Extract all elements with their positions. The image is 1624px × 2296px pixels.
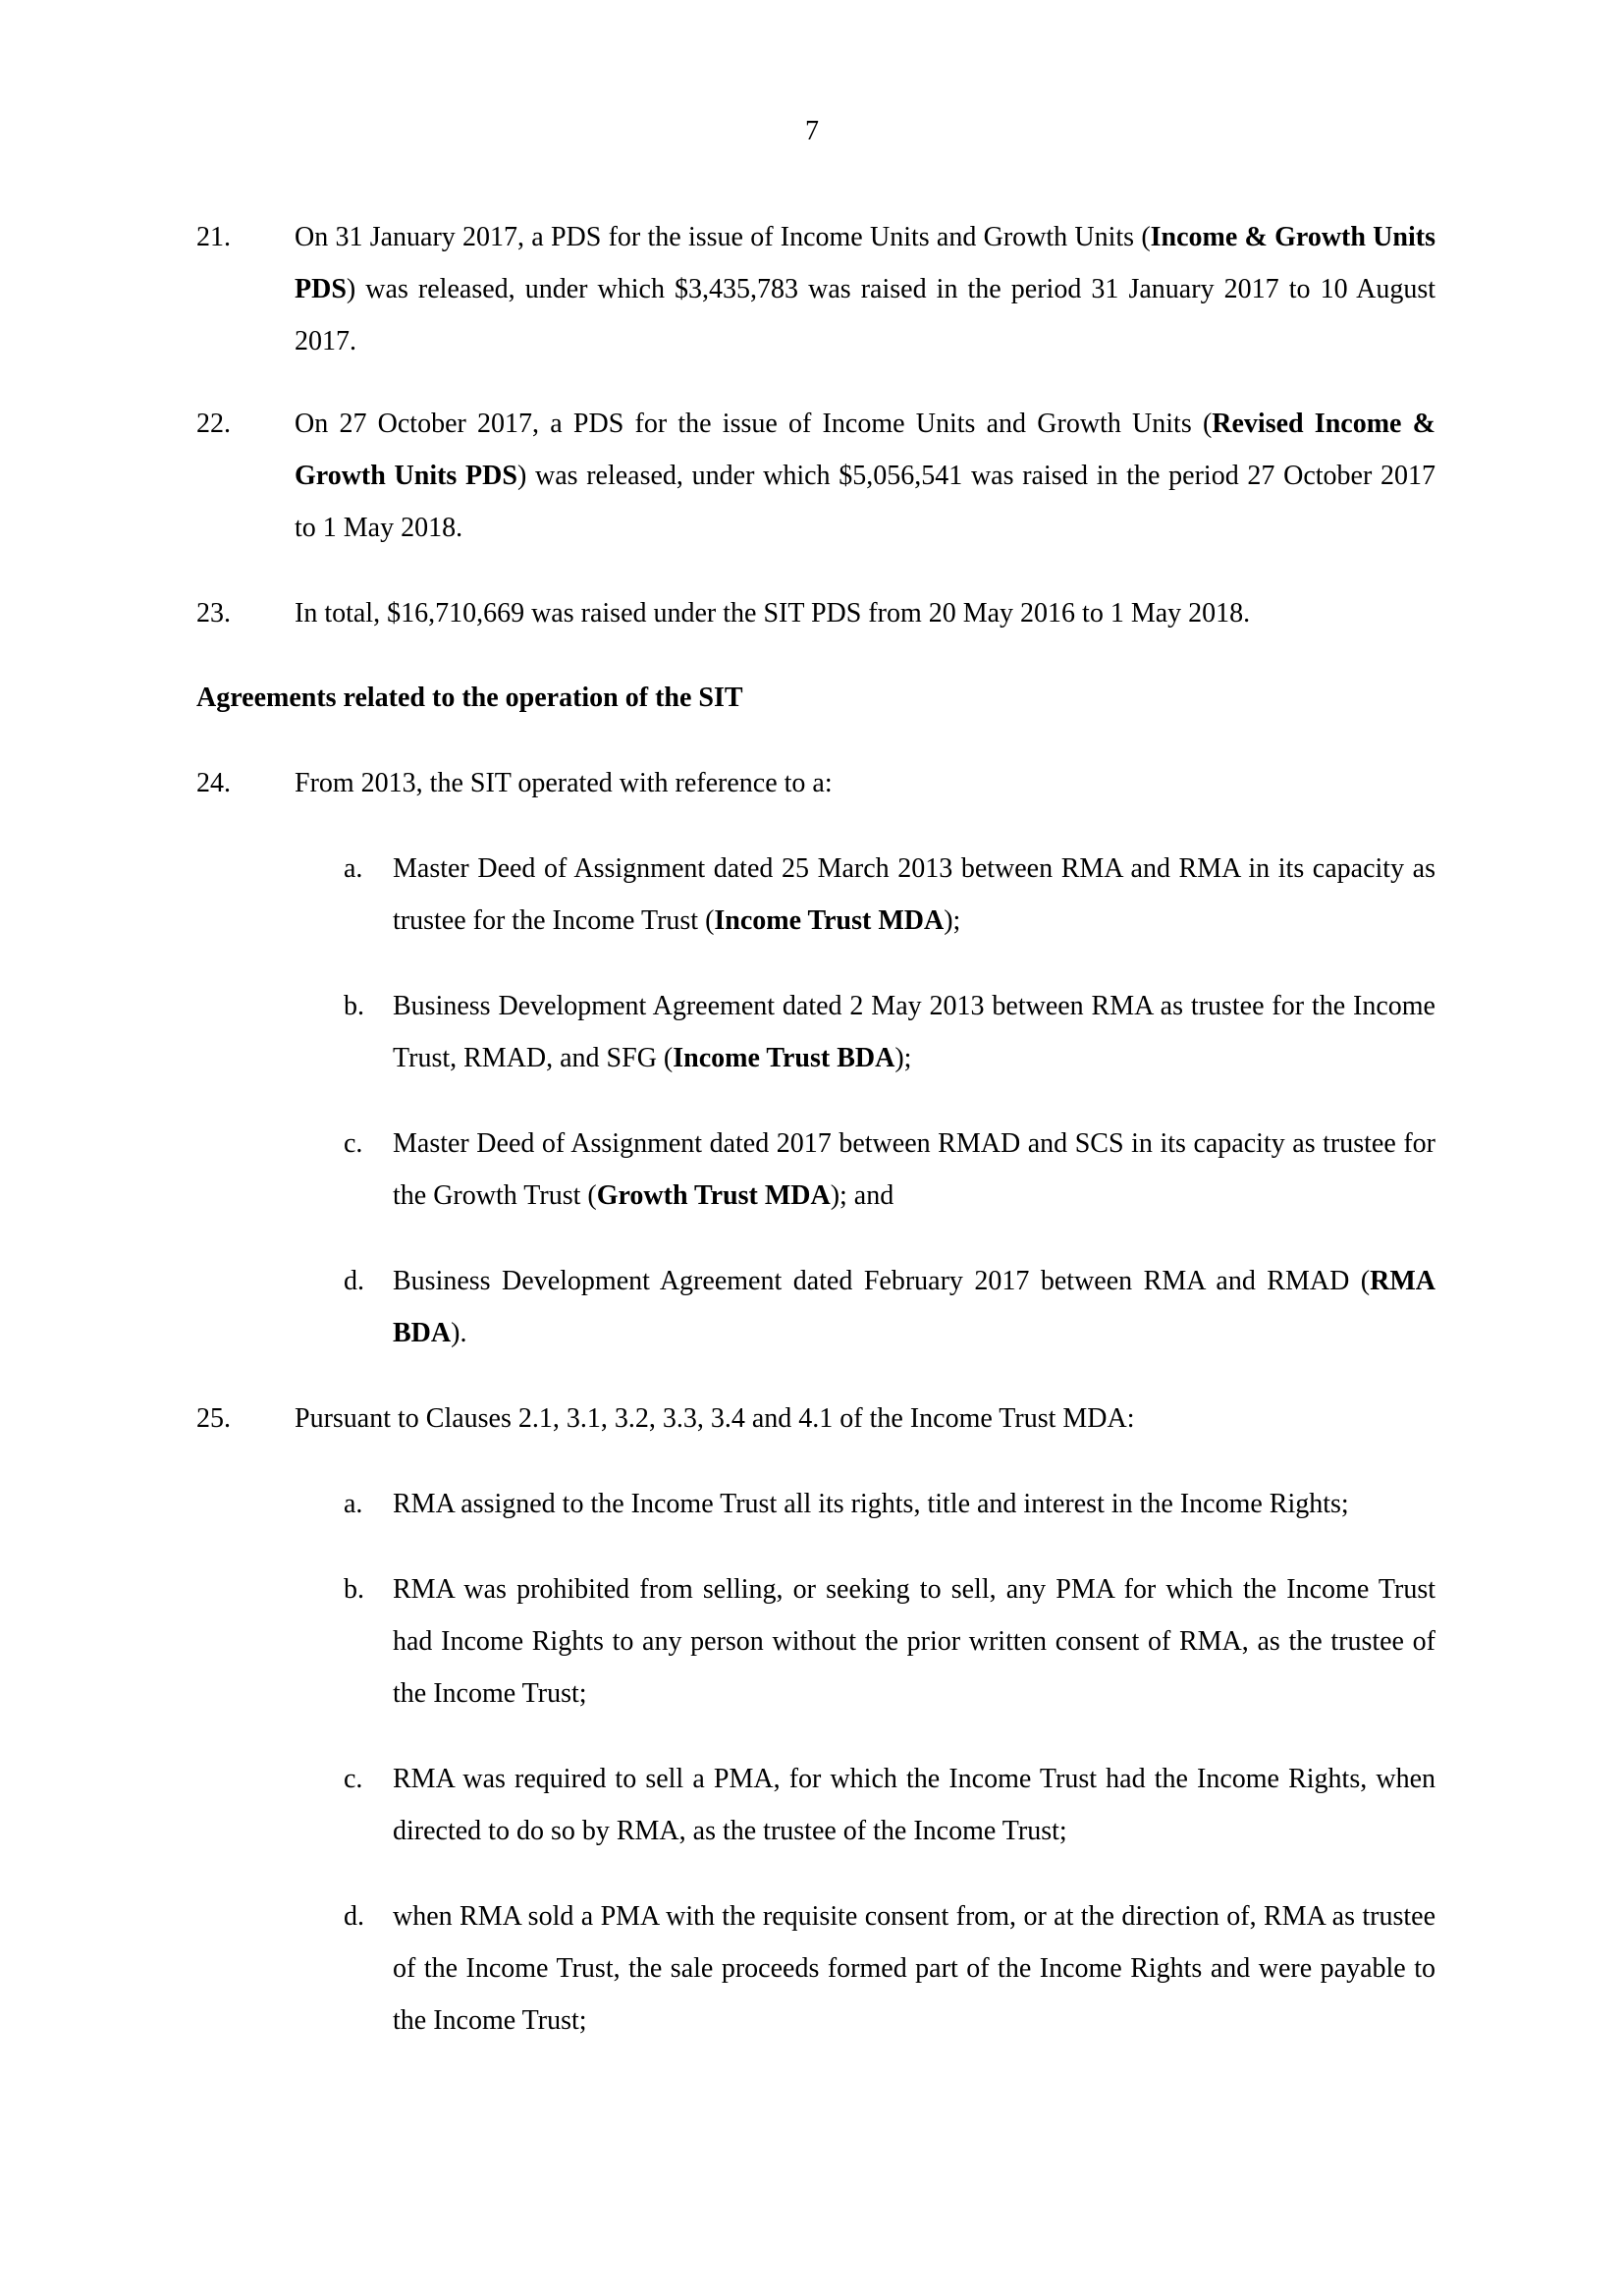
subparagraph-25c [344, 1753, 1435, 1857]
subparagraph-letter: b. [344, 991, 364, 1021]
subparagraph-24a [344, 843, 1435, 947]
section-heading: Agreements related to the operation of the SIT [196, 683, 743, 713]
defined-term: Income Trust MDA [714, 905, 945, 936]
text-run: ); and [830, 1180, 894, 1211]
paragraph-number: 22. [196, 409, 231, 439]
subparagraph-letter: d. [344, 1266, 364, 1296]
defined-term: Growth Trust MDA [596, 1180, 831, 1211]
subparagraph-24c [344, 1118, 1435, 1222]
paragraph-22 [196, 398, 1435, 554]
subparagraph-letter: d. [344, 1901, 364, 1932]
subparagraph-text [393, 843, 1435, 947]
paragraph-text: From 2013, the SIT operated with reference to a: [295, 768, 833, 798]
paragraph-24 [196, 757, 1435, 809]
paragraph-number: 23. [196, 598, 231, 629]
text-run: On 31 January 2017, a PDS for the issue of Income Units and Growth Units ( [295, 222, 1151, 252]
paragraph-number: 21. [196, 222, 231, 252]
text-run: ) was released, under which $3,435,783 was raised in the period 31 January 2017 to 10 August 2017. [295, 274, 1435, 356]
text-run: ). [451, 1318, 467, 1348]
text-run: Business Development Agreement dated 2 May 2013 between RMA as trustee for the Income Trust, RMAD, and SFG ( [393, 991, 1435, 1073]
paragraph-text [295, 211, 1435, 367]
paragraph-number: 24. [196, 768, 231, 798]
subparagraph-25a [344, 1478, 1435, 1530]
page-number: 7 [805, 116, 819, 146]
subparagraph-letter: b. [344, 1574, 364, 1605]
subparagraph-25b [344, 1563, 1435, 1720]
subparagraph-text: when RMA sold a PMA with the requisite consent from, or at the direction of, RMA as trustee of the Income Trust, the sale proceeds formed part of the Income Rights and were payable to the Income Trust; [393, 1901, 1435, 2036]
paragraph-25 [196, 1393, 1435, 1445]
subparagraph-text: RMA was required to sell a PMA, for which the Income Trust had the Income Rights, when directed to do so by RMA, as the trustee of the Income Trust; [393, 1764, 1435, 1846]
subparagraph-24b [344, 980, 1435, 1084]
paragraph-text: In total, $16,710,669 was raised under the SIT PDS from 20 May 2016 to 1 May 2018. [295, 598, 1251, 629]
defined-term: Income Trust BDA [673, 1043, 895, 1073]
subparagraph-24d [344, 1255, 1435, 1359]
paragraph-23 [196, 587, 1435, 639]
defined-term: Income & Growth Units PDS [295, 222, 1435, 304]
paragraph-number: 25. [196, 1403, 231, 1434]
paragraph-text: Pursuant to Clauses 2.1, 3.1, 3.2, 3.3, 3.4 and 4.1 of the Income Trust MDA: [295, 1403, 1135, 1434]
subparagraph-text: RMA assigned to the Income Trust all its rights, title and interest in the Income Rights; [393, 1489, 1349, 1519]
paragraph-21 [196, 211, 1435, 367]
subparagraph-letter: c. [344, 1764, 363, 1794]
text-run: Business Development Agreement dated February 2017 between RMA and RMAD ( [393, 1266, 1371, 1296]
subparagraph-text [393, 1118, 1435, 1222]
subparagraph-text [393, 980, 1435, 1084]
paragraph-text [295, 398, 1435, 554]
text-run: ); [944, 905, 961, 936]
subparagraph-letter: a. [344, 1489, 363, 1519]
text-run: Master Deed of Assignment dated 2017 between RMAD and SCS in its capacity as trustee for the Growth Trust ( [393, 1128, 1435, 1211]
subparagraph-letter: a. [344, 853, 363, 884]
subparagraph-letter: c. [344, 1128, 363, 1159]
subparagraph-text: RMA was prohibited from selling, or seeking to sell, any PMA for which the Income Trust had Income Rights to any person without the prior written consent of RMA, as the trustee of the Income Trust; [393, 1574, 1435, 1709]
defined-term: RMA BDA [393, 1266, 1435, 1348]
subparagraph-text [393, 1255, 1435, 1359]
text-run: Master Deed of Assignment dated 25 March 2013 between RMA and RMA in its capacity as trustee for the Income Trust ( [393, 853, 1435, 936]
text-run: ); [894, 1043, 912, 1073]
text-run: On 27 October 2017, a PDS for the issue of Income Units and Growth Units ( [295, 409, 1213, 439]
defined-term: Revised Income & Growth Units PDS [295, 409, 1435, 491]
text-run: ) was released, under which $5,056,541 was raised in the period 27 October 2017 to 1 May 2018. [295, 461, 1436, 543]
subparagraph-25d [344, 1890, 1435, 2047]
